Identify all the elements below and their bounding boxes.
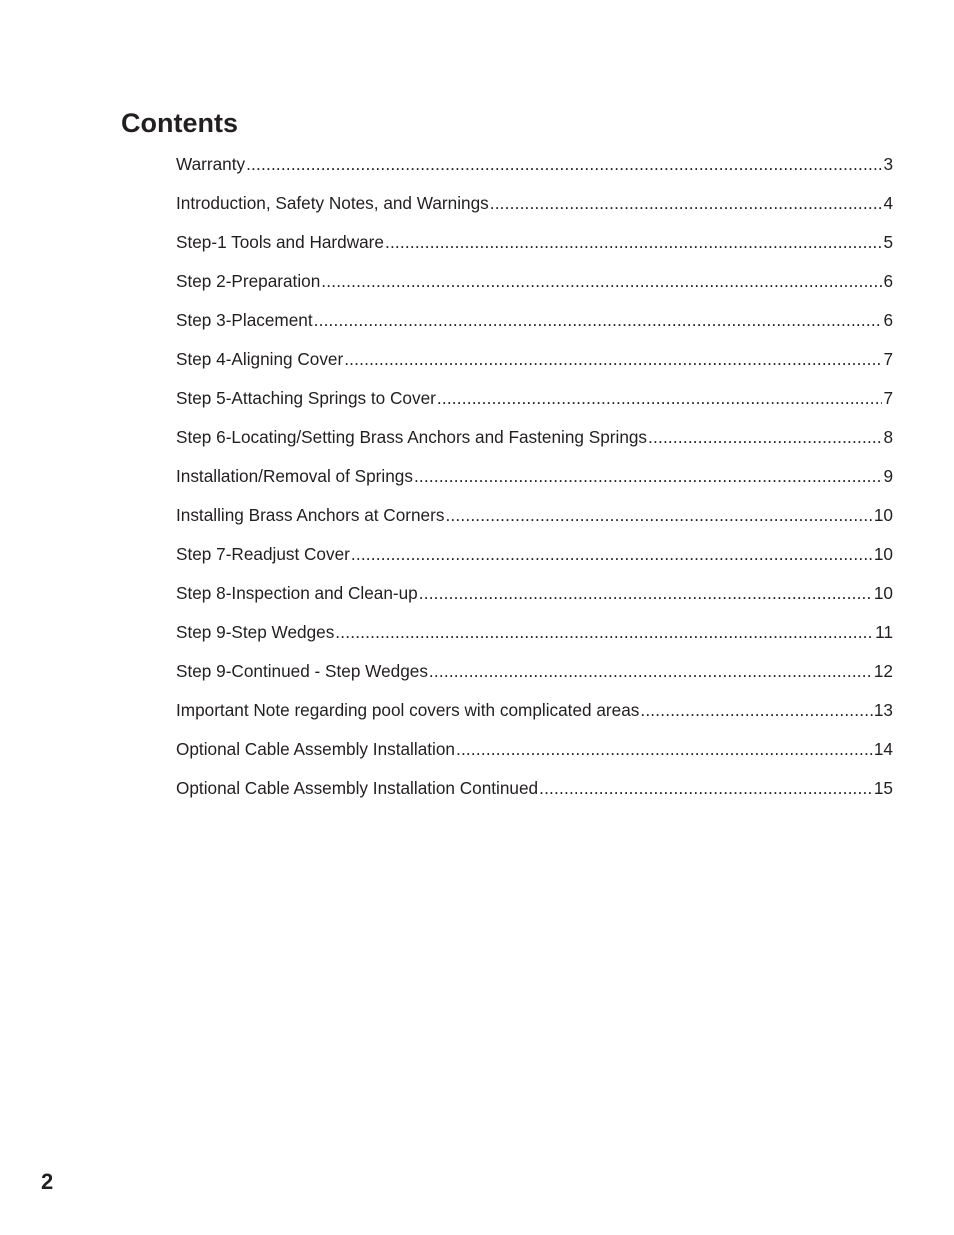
toc-entry-introduction[interactable] <box>176 190 893 229</box>
dot-leader <box>351 541 873 567</box>
toc-entry-title: Optional Cable Assembly Installation Continued <box>176 778 539 798</box>
dot-leader <box>344 346 882 372</box>
page-title: Contents <box>121 108 238 138</box>
toc-entry-page: 10 <box>873 505 893 525</box>
toc-entry-title: Step 9-Continued - Step Wedges <box>176 661 428 681</box>
dot-leader <box>539 775 873 801</box>
toc-entry-title: Step 4-Aligning Cover <box>176 349 344 369</box>
toc-entry-step-3[interactable] <box>176 307 893 346</box>
dot-leader <box>445 502 872 528</box>
dot-leader <box>335 619 874 645</box>
toc-entry-page: 3 <box>883 154 893 174</box>
toc-entry-title: Warranty <box>176 154 246 174</box>
dot-leader <box>419 580 873 606</box>
toc-entry-cable-assembly[interactable] <box>176 736 893 775</box>
dot-leader <box>648 424 882 450</box>
toc-entry-page: 5 <box>883 232 893 252</box>
toc-entry-title: Step 2-Preparation <box>176 271 321 291</box>
dot-leader <box>429 658 873 684</box>
toc-entry-step-4[interactable] <box>176 346 893 385</box>
toc-entry-page: 9 <box>883 466 893 486</box>
dot-leader <box>490 190 883 216</box>
toc-entry-page: 6 <box>883 271 893 291</box>
toc-entry-step-5[interactable] <box>176 385 893 424</box>
toc-entry-page: 4 <box>883 193 893 213</box>
toc-entry-title: Step 7-Readjust Cover <box>176 544 350 564</box>
table-of-contents <box>176 151 893 814</box>
toc-entry-step-6[interactable] <box>176 424 893 463</box>
toc-entry-page: 6 <box>883 310 893 330</box>
dot-leader <box>437 385 883 411</box>
toc-entry-step-2[interactable] <box>176 268 893 307</box>
toc-entry-page: 7 <box>883 388 893 408</box>
dot-leader <box>456 736 873 762</box>
toc-entry-page: 11 <box>875 622 893 642</box>
toc-entry-page: 8 <box>883 427 893 447</box>
toc-entry-page: 10 <box>873 544 893 564</box>
toc-entry-title: Installation/Removal of Springs <box>176 466 413 486</box>
toc-entry-page: 7 <box>883 349 893 369</box>
toc-entry-title: Step 3-Placement <box>176 310 313 330</box>
toc-entry-title: Step 9-Step Wedges <box>176 622 335 642</box>
toc-entry-page: 15 <box>873 778 893 798</box>
toc-entry-title: Installing Brass Anchors at Corners <box>176 505 445 525</box>
page-number: 2 <box>41 1169 54 1194</box>
toc-entry-brass-anchors-corners[interactable] <box>176 502 893 541</box>
toc-entry-step-9[interactable] <box>176 619 893 658</box>
toc-entry-title: Important Note regarding pool covers with complicated areas <box>176 700 640 720</box>
toc-entry-title: Step-1 Tools and Hardware <box>176 232 384 252</box>
toc-entry-title: Step 5-Attaching Springs to Cover <box>176 388 436 408</box>
dot-leader <box>385 229 882 255</box>
toc-entry-important-note[interactable] <box>176 697 893 736</box>
toc-entry-title: Introduction, Safety Notes, and Warnings <box>176 193 489 213</box>
toc-entry-title: Step 6-Locating/Setting Brass Anchors and Fastening Springs <box>176 427 648 447</box>
toc-entry-installation-removal-springs[interactable] <box>176 463 893 502</box>
toc-entry-step-1[interactable] <box>176 229 893 268</box>
toc-entry-page: 10 <box>873 583 893 603</box>
toc-entry-title: Optional Cable Assembly Installation <box>176 739 455 759</box>
toc-entry-step-7[interactable] <box>176 541 893 580</box>
toc-entry-step-9-continued[interactable] <box>176 658 893 697</box>
toc-entry-page: 13 <box>873 700 893 720</box>
toc-entry-warranty[interactable] <box>176 151 893 190</box>
toc-entry-step-8[interactable] <box>176 580 893 619</box>
dot-leader <box>321 268 882 294</box>
dot-leader <box>314 307 883 333</box>
toc-entry-cable-assembly-continued[interactable] <box>176 775 893 814</box>
dot-leader <box>246 151 882 177</box>
dot-leader <box>414 463 883 489</box>
toc-entry-title: Step 8-Inspection and Clean-up <box>176 583 418 603</box>
dot-leader <box>640 697 873 723</box>
toc-entry-page: 14 <box>873 739 893 759</box>
toc-entry-page: 12 <box>873 661 893 681</box>
